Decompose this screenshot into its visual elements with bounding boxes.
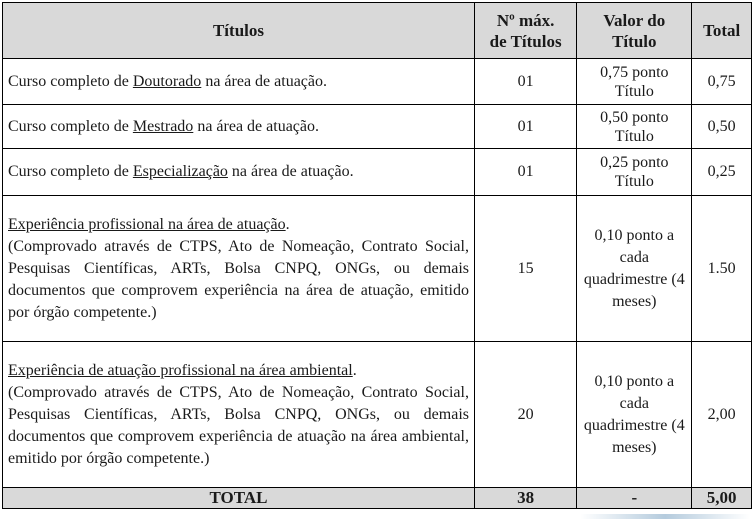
- header-row: [3, 3, 752, 59]
- titulo-cell: Curso completo de Doutorado na área de atuação.: [3, 59, 475, 105]
- table-row: [3, 342, 752, 488]
- num-cell: 01: [474, 149, 576, 196]
- table-row: [3, 196, 752, 342]
- table-row: [3, 149, 752, 196]
- valor-cell: 0,25 ponto Título: [577, 149, 692, 196]
- total-valor: -: [577, 488, 692, 509]
- total-cell: 0,25: [692, 149, 752, 196]
- total-row: [3, 488, 752, 509]
- total-label: TOTAL: [3, 488, 475, 509]
- total-cell: 0,50: [692, 105, 752, 149]
- header-total: Total: [692, 3, 752, 59]
- total-cell: 1.50: [692, 196, 752, 342]
- table-row: [3, 105, 752, 149]
- header-num-max: Nº máx. de Títulos: [474, 3, 576, 59]
- titulo-cell: Curso completo de Mestrado na área de atuação.: [3, 105, 475, 149]
- num-cell: 20: [474, 342, 576, 488]
- titulo-cell: Experiência profissional na área de atuação. (Comprovado através de CTPS, Ato de Nomeação, Contrato Social, Pesquisas Científicas, ARTs, Bolsa CNPQ, ONGs, ou demais documentos que comprovem experiência na área de atuação, emitido por órgão competente.): [3, 196, 475, 342]
- valor-cell: 0,10 ponto a cada quadrimestre (4 meses): [577, 196, 692, 342]
- total-cell: 2,00: [692, 342, 752, 488]
- titulo-detail: (Comprovado através de CTPS, Ato de Nomeação, Contrato Social, Pesquisas Científicas, ARTs, Bolsa CNPQ, ONGs, ou demais documentos que comprovem experiência de atuação na área ambiental, emitido por órgão competente.): [8, 383, 469, 467]
- total-sum: 5,00: [692, 488, 752, 509]
- decorative-shadow: [580, 514, 750, 519]
- valor-cell: 0,75 ponto Título: [577, 59, 692, 105]
- table-row: [3, 59, 752, 105]
- num-cell: 15: [474, 196, 576, 342]
- num-cell: 01: [474, 59, 576, 105]
- header-titulos: Títulos: [3, 3, 475, 59]
- titulo-cell: Experiência de atuação profissional na área ambiental. (Comprovado através de CTPS, Ato de Nomeação, Contrato Social, Pesquisas Científicas, ARTs, Bolsa CNPQ, ONGs, ou demais documentos que comprovem experiência de atuação na área ambiental, emitido por órgão competente.): [3, 342, 475, 488]
- titles-table: [2, 2, 752, 509]
- num-cell: 01: [474, 105, 576, 149]
- titulo-detail: (Comprovado através de CTPS, Ato de Nomeação, Contrato Social, Pesquisas Científicas, ARTs, Bolsa CNPQ, ONGs, ou demais documentos que comprovem experiência na área de atuação, emitido por órgão competente.): [8, 237, 469, 321]
- valor-cell: 0,10 ponto a cada quadrimestre (4 meses): [577, 342, 692, 488]
- total-cell: 0,75: [692, 59, 752, 105]
- total-num: 38: [474, 488, 576, 509]
- valor-cell: 0,50 ponto Título: [577, 105, 692, 149]
- titulo-cell: Curso completo de Especialização na área de atuação.: [3, 149, 475, 196]
- header-valor: Valor do Título: [577, 3, 692, 59]
